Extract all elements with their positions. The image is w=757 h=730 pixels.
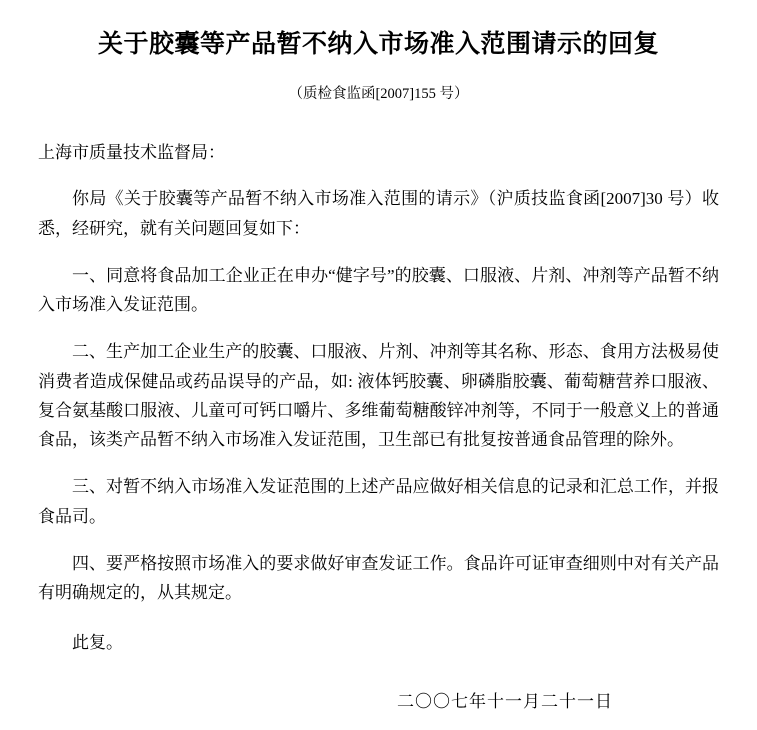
addressee-line: 上海市质量技术监督局： [38,143,225,163]
paragraph-item-1: 一、同意将食品加工企业正在申办“健字号”的胶囊、口服液、片剂、冲剂等产品暂不纳入市场准入发证范围。 [38,265,719,315]
page-title: 关于胶囊等产品暂不纳入市场准入范围请示的回复 [97,31,659,58]
date-line: 二〇〇七年十一月二十一日 [397,692,613,712]
document-body [38,140,719,717]
document-number: （质检食监函[2007]155 号） [288,85,469,102]
paragraph-item-2: 二、生产加工企业生产的胶囊、口服液、片剂、冲剂等其名称、形态、食用方法极易使消费者造成保健品或药品误导的产品，如: 液体钙胶囊、卵磷脂胶囊、葡萄糖营养口服液、复合氨基酸口服液、儿童可可钙口嚼片、多维葡萄糖酸锌冲剂等，不同于一般意义上的普通食品，该类产品暂不纳入市场准入发证范围，卫生部已有批复按普通食品管理的除外。 [38,342,719,450]
paragraph-item-3: 三、对暂不纳入市场准入发证范围的上述产品应做好相关信息的记录和汇总工作，并报食品司。 [38,477,719,526]
paragraph-item-4: 四、要严格按照市场准入的要求做好审查发证工作。食品许可证审查细则中对有关产品有明确规定的，从其规定。 [38,553,719,602]
document-page [0,28,757,730]
paragraph-intro: 你局《关于胶囊等产品暂不纳入市场准入范围的请示》（沪质技监食函[2007]30 号）收悉，经研究，就有关问题回复如下： [38,189,719,238]
closing-line: 此复。 [72,633,123,653]
